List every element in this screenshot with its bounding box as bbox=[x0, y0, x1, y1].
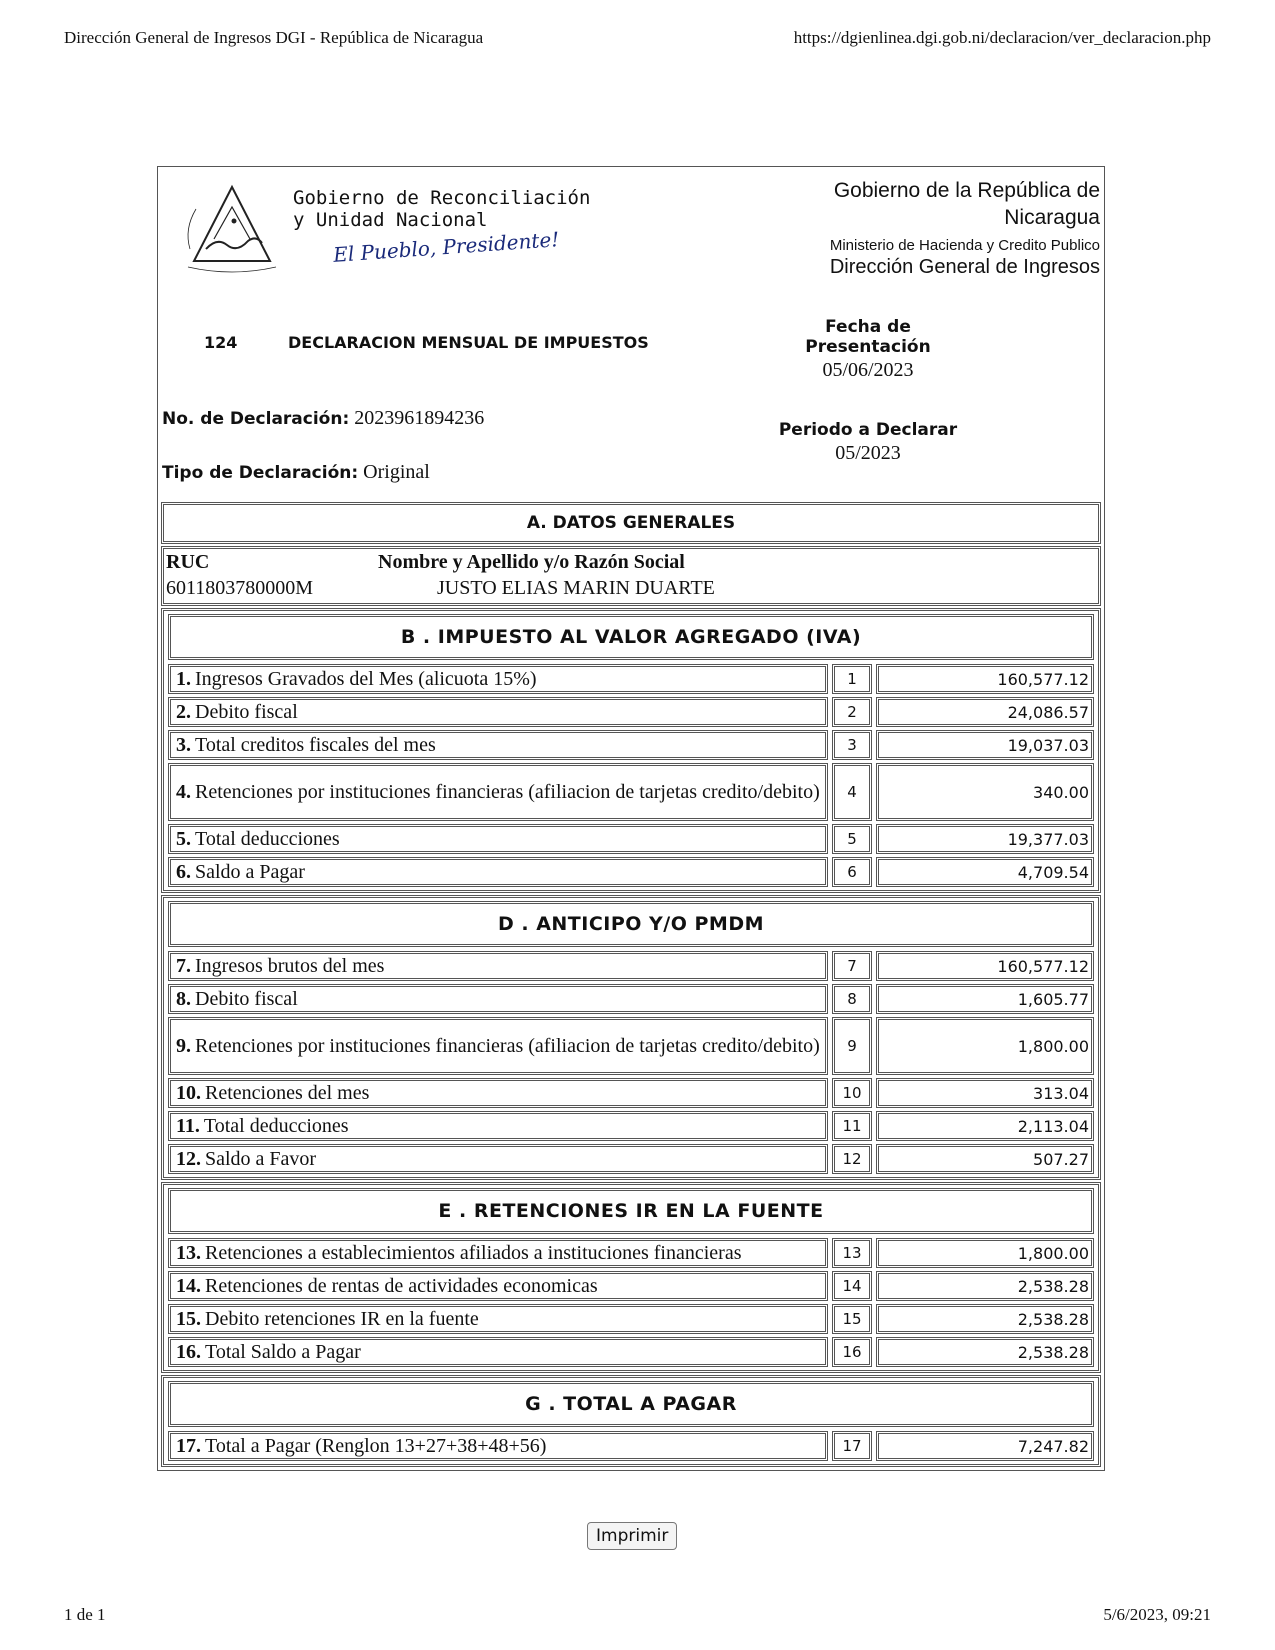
section-title: B . IMPUESTO AL VALOR AGREGADO (IVA) bbox=[168, 614, 1094, 660]
row-code: 4 bbox=[832, 763, 872, 821]
agency-name: Dirección General de Ingresos bbox=[829, 256, 1100, 278]
row-number: 1. bbox=[176, 668, 191, 690]
row-text: Total deducciones bbox=[195, 828, 340, 850]
row-text: Retenciones por instituciones financieras (afiliacion de tarjetas credito/debito) bbox=[195, 781, 820, 803]
row-label bbox=[168, 1238, 828, 1268]
row-value: 160,577.12 bbox=[876, 664, 1094, 694]
section-retenciones-ir bbox=[161, 1182, 1101, 1373]
row-label bbox=[168, 664, 828, 694]
print-header-left: Dirección General de Ingresos DGI - República de Nicaragua bbox=[64, 28, 484, 47]
row-label bbox=[168, 1431, 828, 1461]
section-iva bbox=[161, 608, 1101, 893]
section-title: E . RETENCIONES IR EN LA FUENTE bbox=[168, 1188, 1094, 1234]
declaration-type bbox=[162, 461, 430, 484]
table-row bbox=[168, 1238, 1094, 1268]
table-row bbox=[168, 1304, 1094, 1334]
row-number: 5. bbox=[176, 828, 191, 850]
row-code: 17 bbox=[832, 1431, 872, 1461]
table-row bbox=[168, 697, 1094, 727]
row-code: 13 bbox=[832, 1238, 872, 1268]
print-header-url: https://dgienlinea.dgi.gob.ni/declaracion/ver_declaracion.php bbox=[793, 28, 1211, 47]
row-text: Debito fiscal bbox=[195, 701, 298, 723]
table-row bbox=[168, 1431, 1094, 1461]
row-text: Retenciones a establecimientos afiliados a instituciones financieras bbox=[205, 1242, 742, 1264]
row-text: Debito retenciones IR en la fuente bbox=[205, 1308, 479, 1330]
form-name: DECLARACION MENSUAL DE IMPUESTOS bbox=[288, 333, 649, 352]
row-value: 4,709.54 bbox=[876, 857, 1094, 887]
section-title: G . TOTAL A PAGAR bbox=[168, 1381, 1094, 1427]
row-code: 5 bbox=[832, 824, 872, 854]
table-row bbox=[168, 1078, 1094, 1108]
row-value: 7,247.82 bbox=[876, 1431, 1094, 1461]
row-value: 1,800.00 bbox=[876, 1238, 1094, 1268]
row-label bbox=[168, 1111, 828, 1141]
row-value: 507.27 bbox=[876, 1144, 1094, 1174]
row-label bbox=[168, 984, 828, 1014]
row-text: Total Saldo a Pagar bbox=[205, 1341, 361, 1363]
slogan: El Pueblo, Presidente! bbox=[332, 227, 560, 267]
table-row bbox=[168, 824, 1094, 854]
row-number: 3. bbox=[176, 734, 191, 756]
row-number: 11. bbox=[176, 1115, 200, 1137]
row-number: 9. bbox=[176, 1035, 191, 1057]
row-value: 340.00 bbox=[876, 763, 1094, 821]
table-row bbox=[168, 1111, 1094, 1141]
row-label bbox=[168, 1337, 828, 1367]
periodo-declarar bbox=[763, 420, 973, 465]
row-text: Ingresos brutos del mes bbox=[195, 955, 385, 977]
ruc-value: 6011803780000M bbox=[166, 577, 314, 599]
table-row bbox=[168, 763, 1094, 821]
row-value: 2,538.28 bbox=[876, 1271, 1094, 1301]
row-number: 6. bbox=[176, 861, 191, 883]
row-value: 2,538.28 bbox=[876, 1304, 1094, 1334]
row-label bbox=[168, 1271, 828, 1301]
print-header bbox=[64, 28, 1211, 48]
row-value: 1,605.77 bbox=[876, 984, 1094, 1014]
form-code: 124 bbox=[204, 333, 238, 352]
row-value: 2,113.04 bbox=[876, 1111, 1094, 1141]
nombre-value: JUSTO ELIAS MARIN DUARTE bbox=[437, 577, 715, 599]
row-code: 16 bbox=[832, 1337, 872, 1367]
row-label bbox=[168, 1144, 828, 1174]
ministry-name: Ministerio de Hacienda y Credito Publico bbox=[829, 237, 1100, 254]
declaration-number-label: No. de Declaración: bbox=[162, 409, 350, 429]
row-code: 2 bbox=[832, 697, 872, 727]
table-row bbox=[168, 1144, 1094, 1174]
row-value: 313.04 bbox=[876, 1078, 1094, 1108]
row-number: 7. bbox=[176, 955, 191, 977]
row-code: 14 bbox=[832, 1271, 872, 1301]
nombre-label: Nombre y Apellido y/o Razón Social bbox=[378, 551, 685, 573]
row-label bbox=[168, 763, 828, 821]
row-label bbox=[168, 824, 828, 854]
declaration-type-label: Tipo de Declaración: bbox=[162, 463, 359, 483]
periodo-label: Periodo a Declarar bbox=[778, 420, 958, 440]
table-row bbox=[168, 1337, 1094, 1367]
row-code: 9 bbox=[832, 1017, 872, 1075]
row-label bbox=[168, 857, 828, 887]
section-anticipo bbox=[161, 895, 1101, 1180]
row-value: 19,037.03 bbox=[876, 730, 1094, 760]
gov-right-line1: Gobierno de la República de bbox=[833, 179, 1100, 202]
row-label bbox=[168, 1078, 828, 1108]
declaration-number bbox=[162, 407, 484, 430]
row-code: 1 bbox=[832, 664, 872, 694]
row-code: 6 bbox=[832, 857, 872, 887]
periodo-value: 05/2023 bbox=[835, 442, 901, 464]
row-text: Saldo a Pagar bbox=[195, 861, 305, 883]
row-text: Saldo a Favor bbox=[205, 1148, 317, 1170]
table-row bbox=[168, 984, 1094, 1014]
row-label bbox=[168, 1304, 828, 1334]
declaration-form bbox=[157, 166, 1105, 1471]
datos-generales-title: A. DATOS GENERALES bbox=[161, 502, 1101, 544]
row-value: 24,086.57 bbox=[876, 697, 1094, 727]
row-number: 15. bbox=[176, 1308, 201, 1330]
row-text: Retenciones por instituciones financieras (afiliacion de tarjetas credito/debito) bbox=[195, 1035, 820, 1057]
row-code: 3 bbox=[832, 730, 872, 760]
datos-generales-body bbox=[161, 546, 1101, 606]
row-value: 1,800.00 bbox=[876, 1017, 1094, 1075]
form-header bbox=[158, 167, 1104, 502]
table-row bbox=[168, 1017, 1094, 1075]
table-row bbox=[168, 664, 1094, 694]
government-logo-icon bbox=[182, 179, 282, 279]
row-label bbox=[168, 1017, 828, 1075]
row-number: 10. bbox=[176, 1082, 201, 1104]
row-text: Retenciones de rentas de actividades economicas bbox=[205, 1275, 598, 1297]
row-value: 19,377.03 bbox=[876, 824, 1094, 854]
print-button[interactable]: Imprimir bbox=[587, 1522, 677, 1550]
row-code: 11 bbox=[832, 1111, 872, 1141]
row-text: Total creditos fiscales del mes bbox=[195, 734, 436, 756]
row-code: 10 bbox=[832, 1078, 872, 1108]
row-value: 2,538.28 bbox=[876, 1337, 1094, 1367]
page-count: 1 de 1 bbox=[64, 1605, 106, 1624]
row-text: Debito fiscal bbox=[195, 988, 298, 1010]
row-text: Total deducciones bbox=[203, 1115, 349, 1137]
row-label bbox=[168, 951, 828, 981]
row-number: 4. bbox=[176, 781, 191, 803]
row-code: 12 bbox=[832, 1144, 872, 1174]
row-text: Total a Pagar (Renglon 13+27+38+48+56) bbox=[205, 1435, 547, 1457]
row-number: 13. bbox=[176, 1242, 201, 1264]
gov-left-line2: y Unidad Nacional bbox=[293, 209, 488, 231]
declaration-type-value: Original bbox=[363, 461, 430, 483]
table-row bbox=[168, 730, 1094, 760]
ruc-label: RUC bbox=[166, 551, 210, 573]
gov-left-title bbox=[293, 187, 590, 231]
fecha-presentacion bbox=[763, 317, 973, 382]
row-number: 16. bbox=[176, 1341, 201, 1363]
declaration-number-value: 2023961894236 bbox=[354, 407, 485, 429]
table-row bbox=[168, 857, 1094, 887]
table-row bbox=[168, 1271, 1094, 1301]
row-number: 14. bbox=[176, 1275, 201, 1297]
gov-right-line2: Nicaragua bbox=[1004, 206, 1100, 229]
section-title: D . ANTICIPO Y/O PMDM bbox=[168, 901, 1094, 947]
row-label bbox=[168, 697, 828, 727]
gov-right-title bbox=[830, 177, 1100, 279]
print-footer bbox=[64, 1605, 1211, 1625]
row-number: 17. bbox=[176, 1435, 201, 1457]
row-number: 2. bbox=[176, 701, 191, 723]
print-timestamp: 5/6/2023, 09:21 bbox=[1103, 1605, 1211, 1624]
row-number: 12. bbox=[176, 1148, 201, 1170]
gov-left-line1: Gobierno de Reconciliación bbox=[293, 187, 591, 209]
row-text: Retenciones del mes bbox=[205, 1082, 370, 1104]
table-row bbox=[168, 951, 1094, 981]
row-code: 15 bbox=[832, 1304, 872, 1334]
row-code: 7 bbox=[832, 951, 872, 981]
row-label bbox=[168, 730, 828, 760]
row-value: 160,577.12 bbox=[876, 951, 1094, 981]
row-code: 8 bbox=[832, 984, 872, 1014]
row-text: Ingresos Gravados del Mes (alicuota 15%) bbox=[195, 668, 537, 690]
fecha-value: 05/06/2023 bbox=[822, 359, 914, 381]
fecha-label: Fecha de Presentación bbox=[805, 317, 931, 357]
row-number: 8. bbox=[176, 988, 191, 1010]
section-total bbox=[161, 1375, 1101, 1467]
